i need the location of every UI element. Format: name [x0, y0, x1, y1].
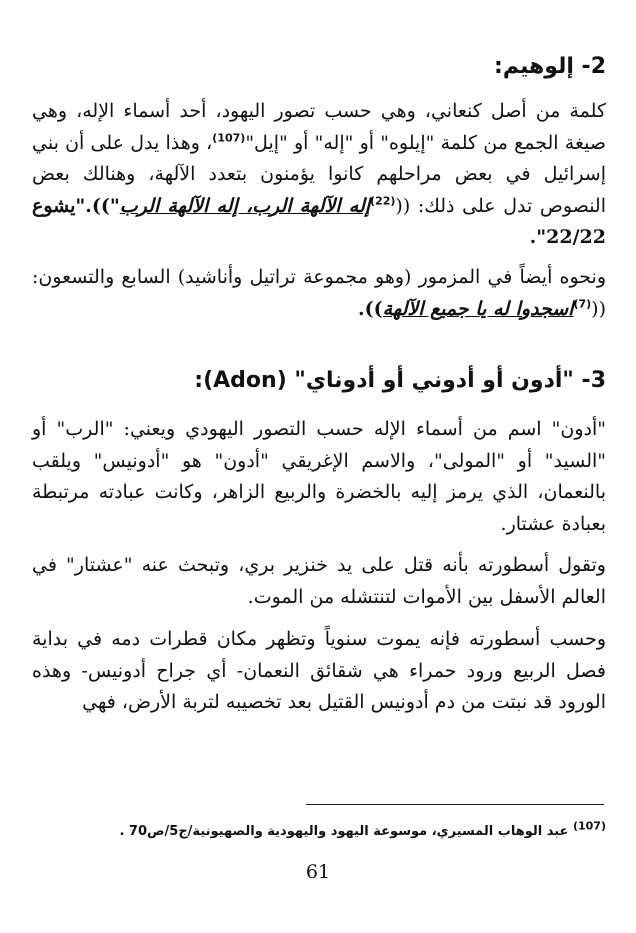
footnote-reference: (107)	[212, 131, 246, 145]
paragraph-text: ونحوه أيضاً في المزمور (وهو مجموعة تراتيل وأناشيد) السابع والتسعون: ((	[32, 266, 606, 320]
paragraph-adonis-myth: وتقول أسطورته بأنه قتل على يد خنزير بري، وتبحث عنه "عشتار" في العالم الأسفل بين الأموات لتنتشله من الموت.	[32, 554, 606, 608]
footnote-divider	[306, 804, 604, 805]
paragraph-adon-definition: "أدون" اسم من أسماء الإله حسب التصور اليهودي ويعني: "الرب" أو "السيد" أو "المولى"، والاسم الإغريقي "أدون" هو "أدونيس" ويلقب بالنعمان، الذي يرمز إليه بالخضرة والربيع الزاهر، وكانت عبادته مرتبطة بعبادة عشتار.	[32, 418, 606, 535]
section-heading-elohim: 2- إلوهيم:	[494, 54, 606, 79]
paragraph-elohim-definition	[32, 96, 606, 254]
quoted-verse: اسجدوا له يا جميع الآلهة	[382, 297, 574, 320]
verse-closing: )).	[358, 297, 383, 320]
verse-reference: (7)	[573, 297, 592, 311]
page-number: 61	[305, 861, 331, 883]
footnote-number: (107)	[572, 819, 606, 833]
footnote-text: عبد الوهاب المسيري، موسوعة اليهود واليهودية والصهيونية/ج5/ص70 .	[119, 824, 569, 839]
footnote	[119, 819, 606, 842]
paragraph-adonis-flowers: وحسب أسطورته فإنه يموت سنوياً وتظهر مكان قطرات دمه في بداية فصل الربيع ورود حمراء هي شقائق النعمان- أي جراح أدونيس- وهذه الورود قد نبتت من دم أدونيس القتيل بعد تخصيبه لتربة الأرض، فهي	[32, 628, 606, 713]
section-heading-adon: 3- "أدون أو أدوني أو أدوناي" (Adon):	[194, 368, 606, 393]
paragraph-text: كلمة من أصل كنعاني، وهي حسب تصور اليهود، أحد أسماء الإله، وهي صيغة الجمع من كلمة "إيلوه" أو "إله" أو "إيل"	[32, 100, 606, 154]
paragraph-psalm	[32, 262, 606, 325]
verse-reference: (22)	[370, 194, 396, 208]
quoted-verse: إله الآلهة الرب، إله الآلهة الرب	[119, 194, 371, 217]
paragraph-text: ، وهذا يدل على أن بني إسرائيل في بعض مراحلهم كانوا يؤمنون بتعدد الآلهة، وهنالك بعض النصوص تدل على ذلك: ((	[32, 131, 606, 217]
verse-citation: "))."يشوع 22/22".	[32, 194, 606, 248]
